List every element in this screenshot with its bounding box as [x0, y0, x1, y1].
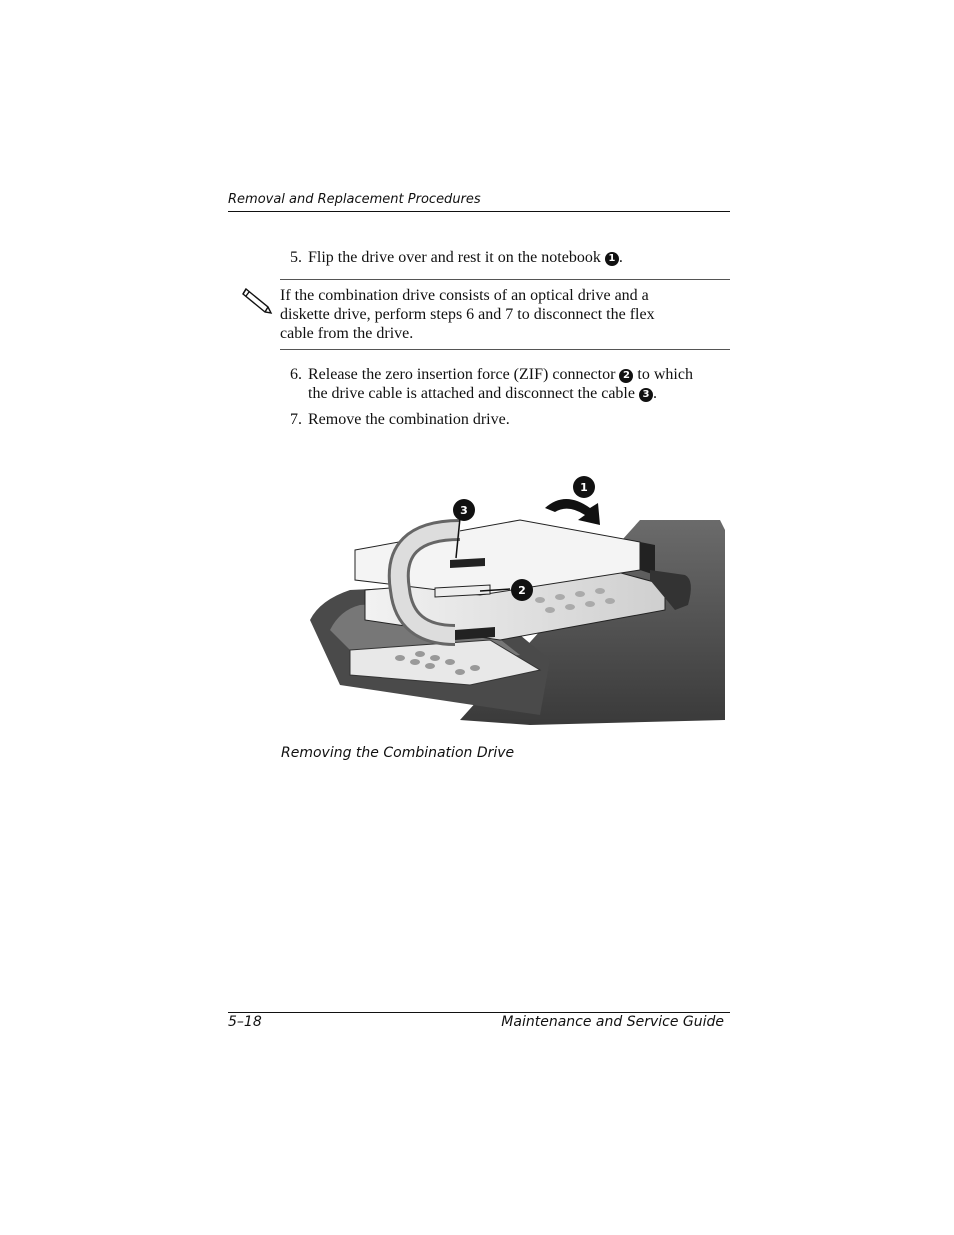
- step-number: 7.: [290, 411, 302, 428]
- footer-rule: [228, 1012, 730, 1013]
- callout-2-icon: 2: [619, 369, 633, 383]
- step-text: Release the zero insertion force (ZIF) connector: [308, 366, 616, 383]
- note-line: cable from the drive.: [280, 325, 414, 342]
- step-text: Remove the combination drive.: [308, 411, 510, 428]
- svg-text:1: 1: [580, 481, 588, 494]
- step-number: 6.: [290, 366, 302, 383]
- step-text: the drive cable is attached and disconnect the cable: [308, 385, 635, 402]
- step-number: 5.: [290, 249, 302, 266]
- note-line: If the combination drive consists of an optical drive and a: [280, 287, 649, 304]
- figure-caption: Removing the Combination Drive: [281, 745, 515, 761]
- guide-title: Maintenance and Service Guide: [501, 1014, 724, 1030]
- step-7: [290, 410, 510, 429]
- step-5: 5. Flip the drive over and rest it on the notebook 1 .: [290, 249, 623, 266]
- svg-text:3: 3: [460, 504, 468, 517]
- step-text: to which: [637, 366, 693, 383]
- step-text: Flip the drive over and rest it on the notebook: [308, 249, 601, 266]
- header-rule: [228, 211, 730, 212]
- note-bottom-rule: [280, 349, 730, 350]
- note-top-rule: [280, 279, 730, 280]
- figure-callout-2: [511, 579, 533, 601]
- running-header: Removal and Replacement Procedures: [228, 192, 481, 207]
- callout-3-icon: 3: [639, 388, 653, 402]
- step-6: 6. Release the zero insertion force (ZIF) connector 2 to which the drive cable is attached and disconnect the cable 3 .: [290, 366, 693, 402]
- figure-callout-1: [573, 476, 595, 498]
- note-line: diskette drive, perform steps 6 and 7 to disconnect the flex: [280, 306, 655, 323]
- callout-1-icon: 1: [605, 252, 619, 266]
- figure-callout-3: [453, 499, 475, 521]
- svg-text:2: 2: [518, 584, 526, 597]
- page-number: 5–18: [228, 1014, 262, 1030]
- note-text: [280, 286, 730, 343]
- combination-drive-illustration: [310, 470, 730, 732]
- pencil-note-icon: [240, 288, 274, 316]
